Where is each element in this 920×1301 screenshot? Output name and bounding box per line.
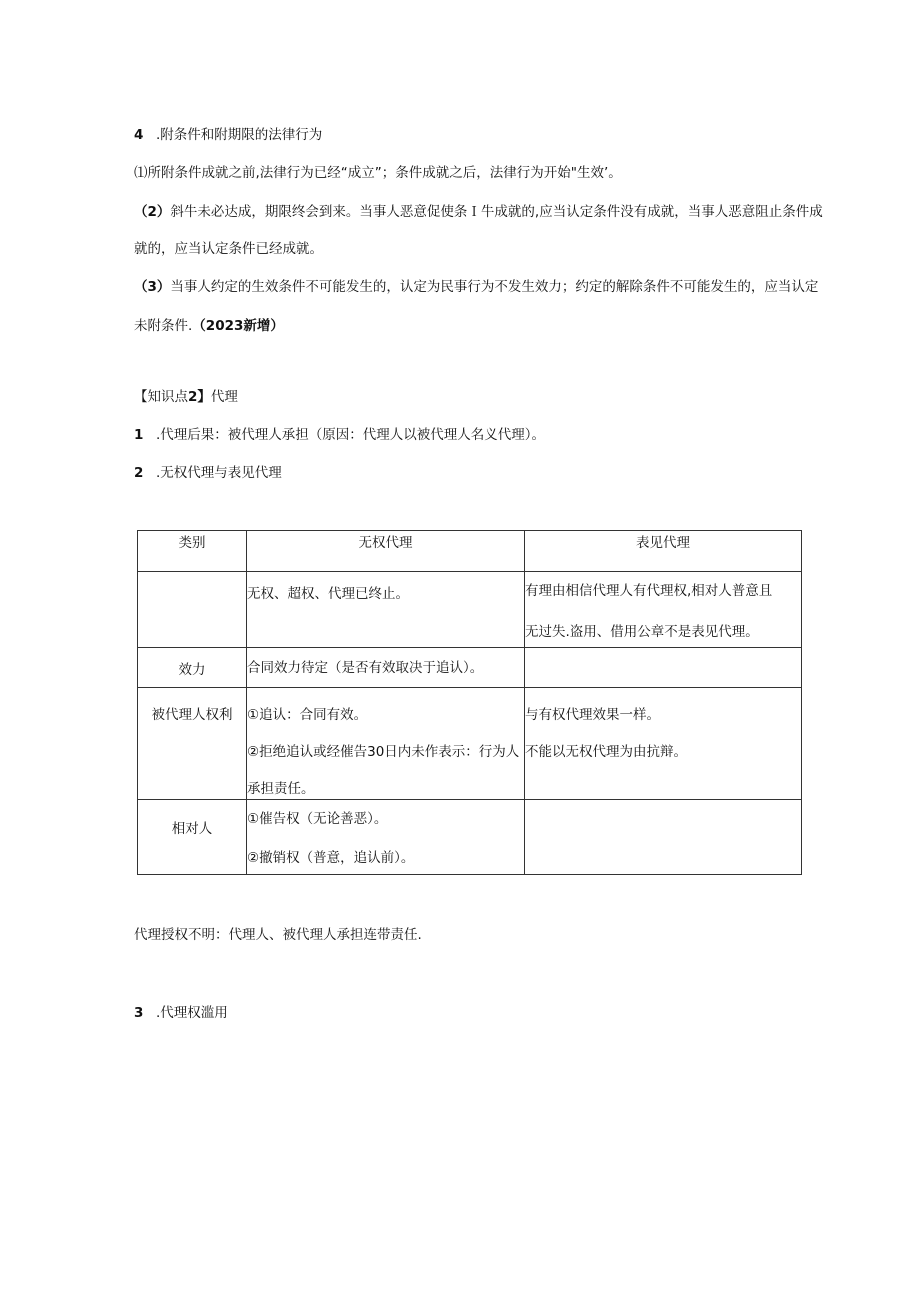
knowledge-point-heading	[134, 388, 238, 406]
item-number: 2	[134, 465, 144, 481]
cell-line: 与有权代理效果一样。	[525, 707, 660, 723]
agency-comparison-table	[137, 530, 802, 875]
row-category: 被代理人权利	[138, 688, 247, 800]
apparent-cell	[525, 688, 802, 800]
cell-line: 不能以无权代理为由抗辩。	[525, 744, 687, 760]
paragraph-label: （2）	[134, 204, 171, 220]
table-row	[138, 648, 802, 688]
row-category	[138, 572, 247, 648]
unauthorized-cell	[247, 648, 525, 688]
paragraph-3-line-2	[134, 317, 284, 335]
row-category: 相对人	[138, 800, 247, 875]
cell-line: 有理由相信代理人有代理权,相对人普意且	[525, 583, 773, 599]
apparent-cell	[525, 800, 802, 875]
table-row	[138, 688, 802, 800]
cell-line: 无权、超权、代理已终止。	[247, 586, 409, 602]
section-number: 4	[134, 127, 144, 143]
cell-line: ②拒绝追认或经催告30日内未作表示：行为人	[247, 744, 520, 760]
cell-line: 合同效力待定（是否有效取决于追认）。	[247, 659, 484, 676]
cell-line: ①追认：合同有效。	[247, 707, 368, 723]
item-2	[134, 464, 282, 482]
paragraph-text: 未附条件.	[134, 318, 193, 334]
authorization-unclear-note: 代理授权不明：代理人、被代理人承担连带责任.	[134, 927, 422, 943]
paragraph-2-line-2: 就的，应当认定条件已经成就。	[134, 241, 323, 257]
item-number: 1	[134, 427, 144, 443]
paragraph-label: （3）	[134, 279, 171, 295]
apparent-cell	[525, 648, 802, 688]
header-category: 类别	[138, 531, 247, 572]
table-row	[138, 572, 802, 648]
header-unauthorized-agency: 无权代理	[247, 531, 525, 572]
heading-number: 2】	[188, 389, 211, 405]
unauthorized-cell	[247, 572, 525, 648]
cell-line: ①催告权（无论善恶）。	[247, 811, 388, 827]
item-1	[134, 426, 545, 444]
unauthorized-cell	[247, 800, 525, 875]
row-category: 效力	[138, 648, 247, 688]
item-text: .代理权滥用	[156, 1005, 228, 1021]
section-title: .附条件和附期限的法律行为	[156, 127, 323, 143]
item-text: .无权代理与表见代理	[156, 465, 282, 481]
header-apparent-agency: 表见代理	[525, 531, 802, 572]
table-row	[138, 800, 802, 875]
new-in-2023-note: （2023新增）	[192, 318, 284, 334]
cell-line: 无过失.盗用、借用公章不是表见代理。	[525, 624, 759, 640]
apparent-cell	[525, 572, 802, 648]
cell-line: 承担责任。	[247, 781, 315, 797]
cell-line: ②撤销权（普意，追认前）。	[247, 850, 415, 866]
heading-open: 【知识点	[134, 389, 188, 405]
heading-title: 代理	[210, 389, 238, 405]
unauthorized-cell	[247, 688, 525, 800]
item-text: .代理后果：被代理人承担（原因：代理人以被代理人名义代理）。	[156, 427, 546, 443]
table-header-row	[138, 531, 802, 572]
paragraph-text: 当事人约定的生效条件不可能发生的，认定为民事行为不发生效力；约定的解除条件不可能发生的，应当认定	[170, 279, 819, 295]
item-number: 3	[134, 1005, 144, 1021]
item-3	[134, 1004, 228, 1022]
paragraph-3-line-1	[134, 278, 818, 296]
section-4-heading	[134, 126, 322, 144]
paragraph-text: 斜牛未必达成，期限终会到来。当事人恶意促使条Ｉ牛成就的,应当认定条件没有成就，当事人恶意阻止条件成	[170, 204, 823, 220]
paragraph-1: ⑴所附条件成就之前,法律行为已经“成立”；条件成就之后，法律行为开始"生效’。	[134, 165, 622, 181]
paragraph-2-line-1	[134, 203, 823, 221]
